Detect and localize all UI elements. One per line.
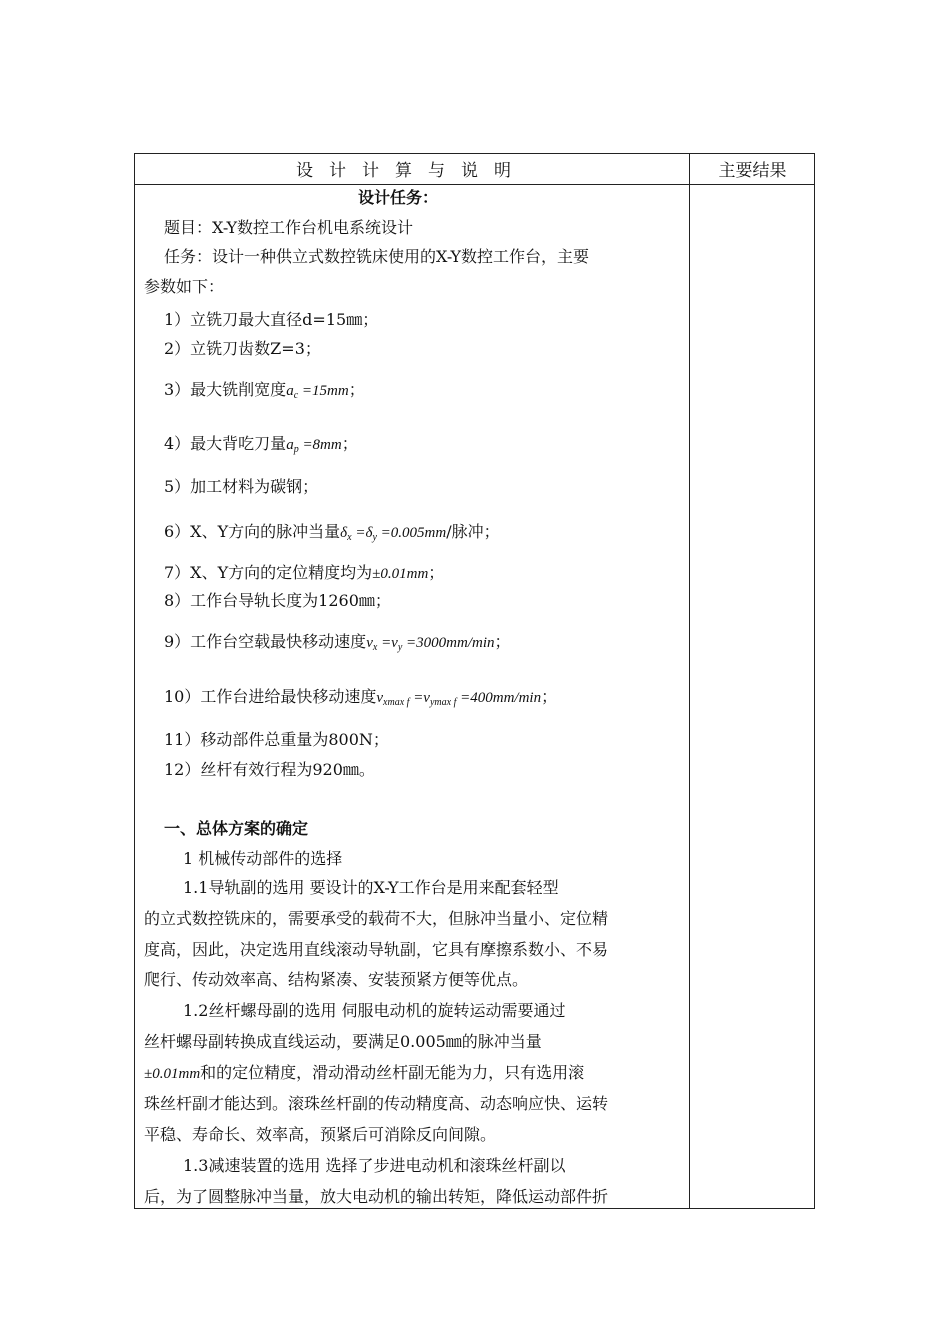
param-10: 10）工作台进给最快移动速度$v_{xmax f} =v_{ymax f} =400mm/\min$； (164, 687, 558, 708)
para-1-2-line2: 丝杆螺母副转换成直线运动，要满足0.005㎜的脉冲当量 (144, 1032, 542, 1051)
param-4: 4）最大背吃刀量$a_p =8mm$； (164, 434, 358, 455)
formula-ac: $a_c =15mm$ (286, 383, 349, 401)
header-divider (134, 184, 815, 185)
para-1-1-line2: 的立式数控铣床的，需要承受的载荷不大，但脉冲当量小、定位精 (144, 909, 609, 928)
param-9: 9）工作台空载最快移动速度$v_x =v_y =3000mm/\min$； (164, 632, 511, 653)
formula-precision: ±0.01mm (372, 566, 429, 582)
header-main-results: 主要结果 (718, 161, 787, 181)
subsection-1-heading: 1 机械传动部件的选择 (183, 849, 343, 868)
task-description-line1: 任务：设计一种供立式数控铣床使用的X-Y数控工作台，主要 (164, 247, 590, 266)
para-1-3-line1: 1.3减速装置的选用 选择了步进电动机和滚珠丝杆副以 (183, 1156, 566, 1175)
param-7: 7）X、Y方向的定位精度均为±0.01mm； (164, 563, 445, 582)
formula-ap: $a_p =8mm$ (286, 437, 342, 455)
column-divider (689, 153, 690, 1209)
para-1-1-line4: 爬行、传动效率高、结构紧凑、安装预紧方便等优点。 (144, 970, 529, 989)
param-5: 5）加工材料为碳钢； (164, 477, 319, 496)
formula-delta: $\delta_x =\delta_y =0.005mm$ (340, 525, 447, 543)
param-8: 8）工作台导轨长度为1260㎜； (164, 591, 391, 610)
para-1-2-line5: 平稳、寿命长、效率高，预紧后可消除反向间隙。 (144, 1125, 497, 1144)
para-1-2-line3: ±0.01mm和的定位精度，滑动滑动丝杆副无能为力，只有选用滚 (144, 1063, 585, 1082)
para-1-1-line1: 1.1导轨副的选用 要设计的X-Y工作台是用来配套轻型 (183, 878, 559, 897)
param-2: 2）立铣刀齿数Z=3； (164, 339, 321, 358)
param-3: 3）最大铣削宽度$a_c =15mm$； (164, 380, 365, 401)
para-1-2-line1: 1.2丝杆螺母副的选用 伺服电动机的旋转运动需要通过 (183, 1001, 566, 1020)
param-1: 1）立铣刀最大直径d=15㎜； (164, 310, 379, 329)
task-title: 题目：X-Y数控工作台机电系统设计 (164, 218, 414, 237)
task-heading: 设计任务： (358, 188, 439, 207)
param-12: 12）丝杆有效行程为920㎜。 (164, 760, 375, 779)
formula-vmax: $v_{xmax f} =v_{ymax f} =400mm/\min$ (376, 690, 542, 708)
param-11: 11）移动部件总重量为800N； (164, 730, 389, 749)
header-design-calc: 设计计算与说明 (296, 161, 527, 181)
formula-precision-2: ±0.01mm (144, 1066, 201, 1082)
param-6: 6）X、Y方向的脉冲当量$\delta_x =\delta_y =0.005mm/$脉冲； (164, 522, 500, 543)
task-description-line2: 参数如下： (144, 277, 225, 296)
section-1-heading: 一、总体方案的确定 (164, 819, 309, 838)
para-1-3-line2: 后，为了圆整脉冲当量，放大电动机的输出转矩，降低运动部件折 (144, 1187, 609, 1206)
para-1-2-line4: 珠丝杆副才能达到。滚珠丝杆副的传动精度高、动态响应快、运转 (144, 1094, 609, 1113)
para-1-1-line3: 度高，因此，决定选用直线滚动导轨副，它具有摩擦系数小、不易 (144, 940, 609, 959)
formula-vxy: $v_x =v_y =3000mm/\min$ (366, 635, 495, 653)
